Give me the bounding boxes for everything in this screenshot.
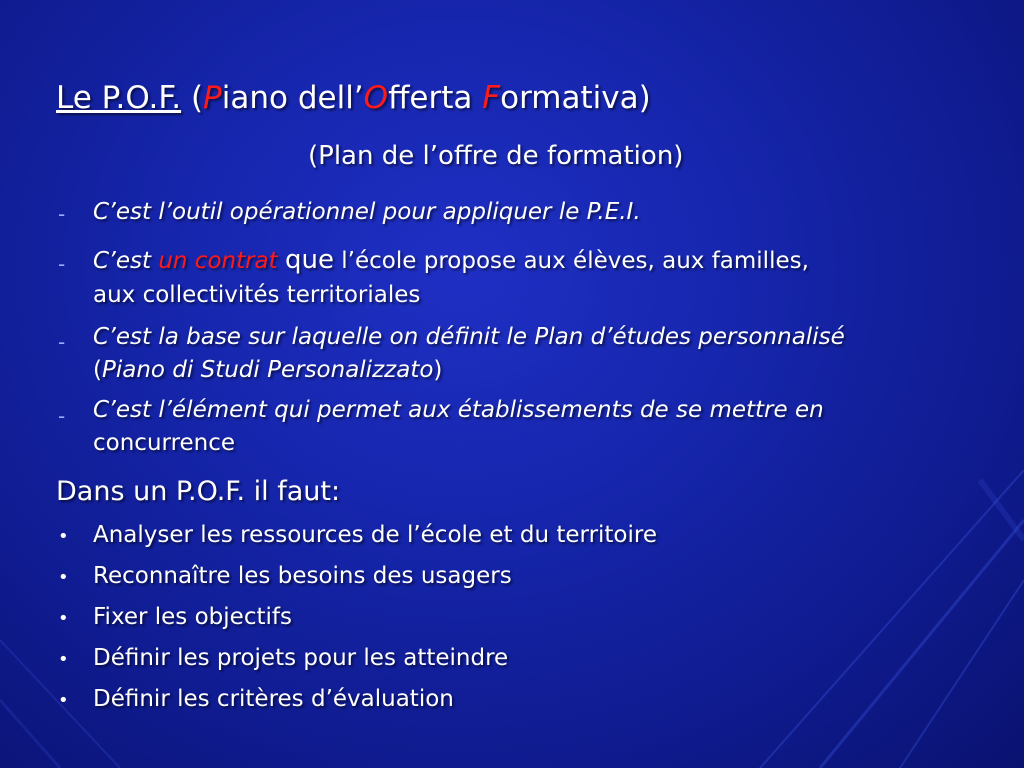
item-3-italic: Piano di Studi Personalizzato (101, 357, 434, 383)
bullet-marker: • (58, 649, 69, 670)
dash-marker: - (58, 202, 66, 226)
dash-item-2-line2: aux collectivités territoriales (93, 282, 421, 308)
title-letter-p: P (203, 80, 222, 116)
dash-marker: - (58, 252, 66, 276)
slide-subtitle: (Plan de l’offre de formation) (308, 141, 684, 171)
bullet-item-3: Fixer les objectifs (93, 604, 292, 630)
dash-marker: - (58, 404, 66, 428)
bullet-item-5: Définir les critères d’évaluation (93, 686, 454, 712)
slide-title (56, 80, 651, 116)
item-2-rest: l’école propose aux élèves, aux familles, (333, 248, 809, 274)
item-3-open: ( (93, 357, 102, 383)
item-2-space (278, 248, 285, 274)
title-letter-f: F (482, 80, 501, 116)
bullet-item-4: Définir les projets pour les atteindre (93, 645, 509, 671)
title-ormativa: ormativa) (500, 80, 651, 116)
item-2-un-contrat: un contrat (158, 248, 278, 274)
item-2-que: que (285, 245, 334, 275)
dash-item-3-line2 (93, 357, 442, 383)
item-2-cest: C’est (93, 248, 159, 274)
title-open-paren: ( (190, 80, 204, 116)
title-fferta: fferta (388, 80, 483, 116)
dash-item-2 (93, 245, 809, 275)
dash-item-3 (93, 324, 845, 350)
bullet-item-1: Analyser les ressources de l’école et du territoire (93, 522, 657, 548)
item-3-close: ) (433, 357, 443, 383)
title-letter-o: O (363, 80, 389, 116)
bullet-marker: • (58, 608, 69, 629)
bullet-marker: • (58, 567, 69, 588)
dash-marker: - (58, 330, 66, 354)
bullet-marker: • (58, 690, 69, 711)
item-4-text: C’est l’élément qui permet aux établissements de se mettre en (93, 397, 824, 423)
section-heading: Dans un P.O.F. il faut: (56, 476, 341, 507)
title-iano: iano dell’ (221, 80, 364, 116)
dash-item-1: C’est l’outil opérationnel pour appliquer le P.E.I. (93, 199, 641, 225)
title-pof: Le P.O.F. (56, 80, 182, 116)
dash-item-4 (93, 397, 824, 423)
bullet-item-2: Reconnaître les besoins des usagers (93, 563, 512, 589)
bullet-marker: • (58, 526, 69, 547)
item-3-text: C’est la base sur laquelle on définit le Plan d’études personnalisé (93, 324, 845, 350)
dash-item-4-line2: concurrence (93, 430, 236, 456)
